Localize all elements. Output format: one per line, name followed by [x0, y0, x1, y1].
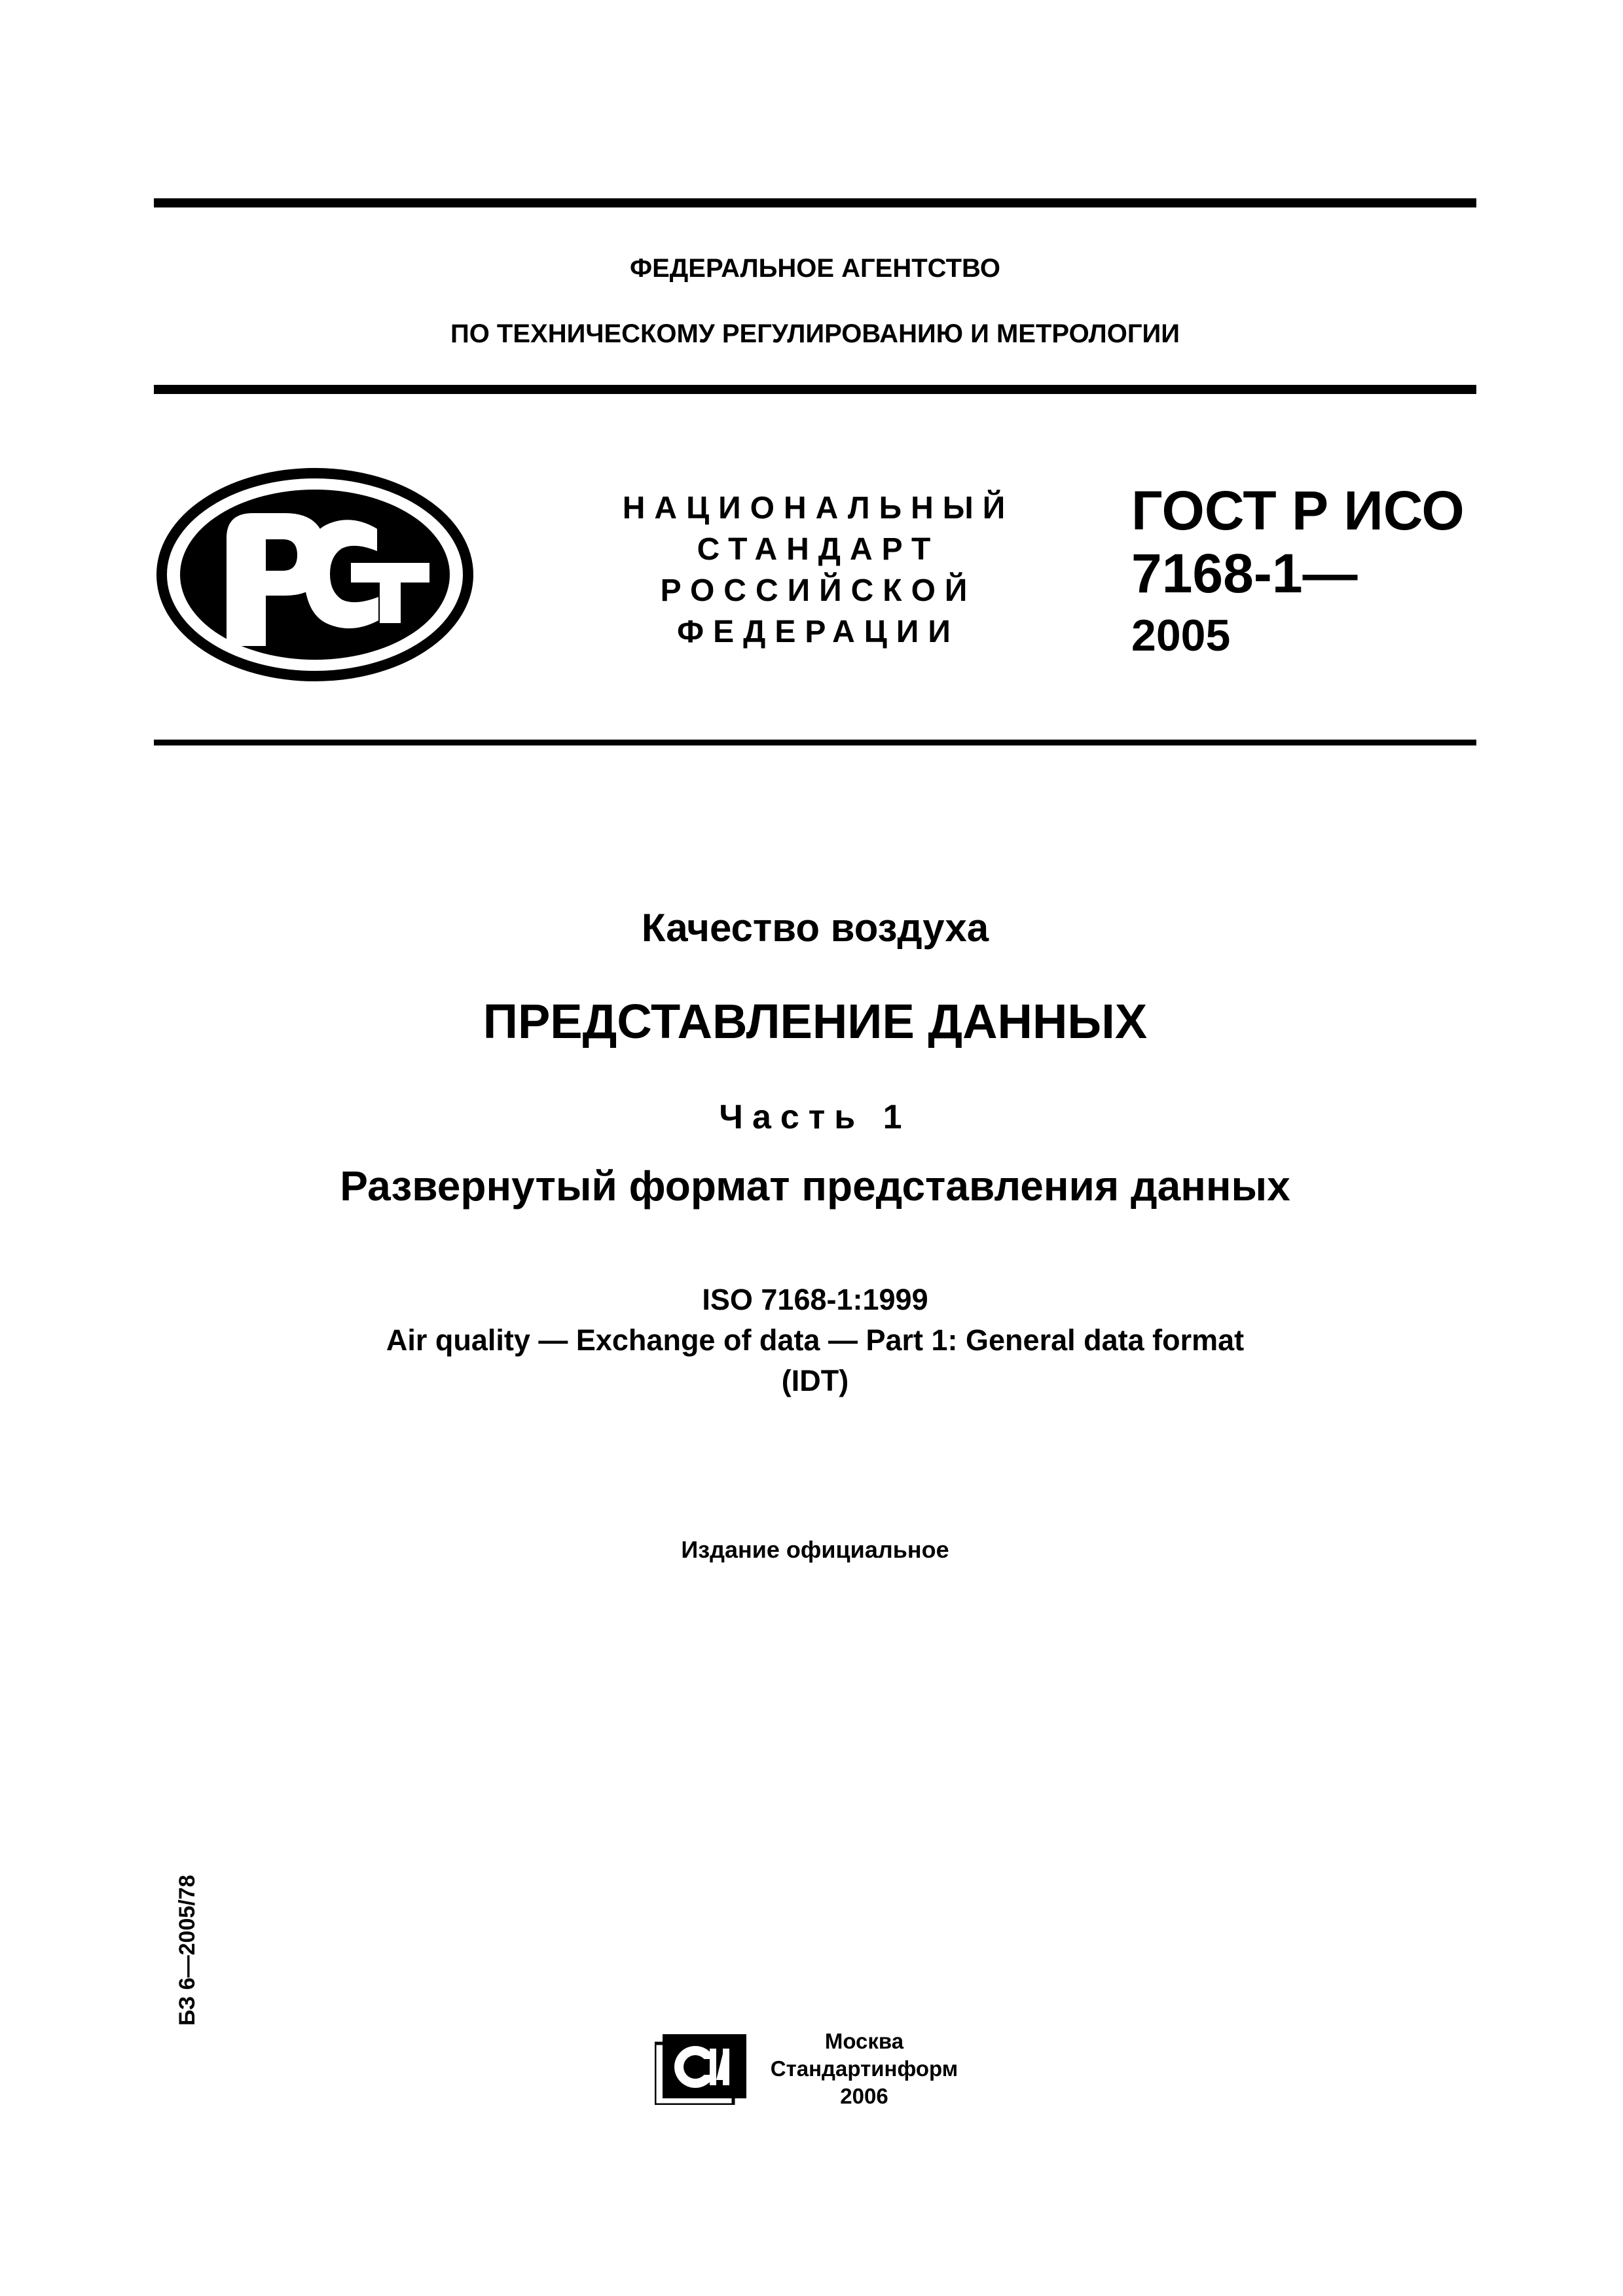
- document-subtitle: Развернутый формат представления данных: [340, 1162, 1290, 1210]
- document-part: Часть 1: [719, 1098, 911, 1136]
- standard-type-line-1: НАЦИОНАЛЬНЫЙ: [622, 491, 1015, 526]
- publisher-city: Москва: [824, 2029, 904, 2053]
- side-code: БЗ 6—2005/78: [175, 1874, 200, 2026]
- top-rule: [154, 198, 1476, 207]
- iso-english-title: Air quality — Exchange of data — Part 1: General data format: [386, 1323, 1245, 1357]
- standard-type-label: [589, 488, 1048, 653]
- document-heading: ПРЕДСТАВЛЕНИЕ ДАННЫХ: [483, 994, 1148, 1049]
- publisher-block: [766, 2028, 962, 2110]
- standartinform-logo-icon: [655, 2034, 746, 2105]
- document-title: Качество воздуха: [641, 906, 989, 950]
- agency-line-1: ФЕДЕРАЛЬНОЕ АГЕНТСТВО: [629, 254, 1001, 283]
- rst-certification-logo-icon: [155, 466, 475, 683]
- standard-designation: [1131, 478, 1465, 665]
- iso-code: ISO 7168-1:1999: [702, 1283, 928, 1316]
- header-rule: [154, 385, 1476, 394]
- designation-line-3: 2005: [1131, 611, 1231, 660]
- designation-line-1: ГОСТ Р ИСО: [1131, 480, 1465, 541]
- edition-label: Издание официальное: [681, 1536, 949, 1563]
- publisher-year: 2006: [840, 2084, 888, 2108]
- designation-rule: [154, 740, 1476, 745]
- standard-type-line-3: РОССИЙСКОЙ: [660, 573, 977, 608]
- publisher-name: Стандартинформ: [770, 2056, 958, 2081]
- standard-type-line-4: ФЕДЕРАЦИИ: [677, 615, 960, 649]
- standard-type-line-2: СТАНДАРТ: [697, 532, 940, 567]
- agency-line-2: ПО ТЕХНИЧЕСКОМУ РЕГУЛИРОВАНИЮ И МЕТРОЛОГИИ: [450, 319, 1180, 348]
- designation-line-2: 7168-1—: [1131, 543, 1358, 604]
- iso-degree: (IDT): [781, 1364, 849, 1397]
